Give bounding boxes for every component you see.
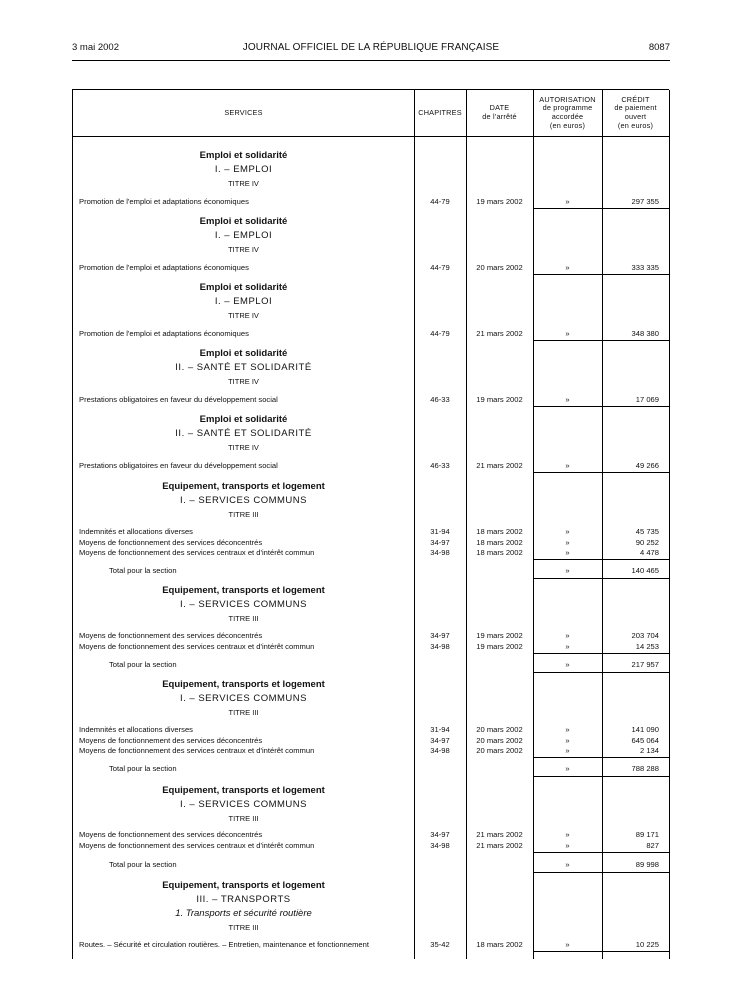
- row-autorisation: »: [565, 548, 570, 557]
- row-chapitre: 34-98: [430, 548, 450, 557]
- column-divider: [414, 90, 415, 959]
- row-date: 19 mars 2002: [476, 631, 523, 640]
- ministry-heading: Emploi et solidarité: [199, 282, 288, 293]
- ministry-heading: Equipement, transports et logement: [162, 880, 325, 891]
- row-autorisation: »: [565, 830, 570, 839]
- row-credit: 645 064: [631, 736, 659, 745]
- titre-heading: TITRE III: [228, 510, 259, 519]
- section-heading: I. – SERVICES COMMUNS: [180, 799, 307, 810]
- row-chapitre: 46-33: [430, 461, 450, 470]
- row-label-text: Prestations obligatoires en faveur du développement social: [79, 461, 278, 470]
- header-rule: [72, 60, 670, 61]
- row-label-text: Moyens de fonctionnement des services centraux et d'intérêt commun: [79, 642, 315, 651]
- row-label-text: Indemnités et allocations diverses: [79, 725, 193, 734]
- row-credit: 17 069: [635, 395, 659, 404]
- ministry-heading: Emploi et solidarité: [199, 348, 288, 359]
- row-autorisation: »: [565, 642, 570, 651]
- table-row: [73, 940, 669, 950]
- titre-heading: TITRE III: [228, 923, 259, 932]
- row-date: 19 mars 2002: [476, 395, 523, 404]
- total-underline: [533, 872, 669, 873]
- column-divider: [602, 90, 603, 959]
- row-autorisation: »: [565, 527, 570, 536]
- row-autorisation: »: [565, 395, 570, 404]
- row-label: [109, 860, 413, 870]
- row-label-text: Total pour la section: [109, 860, 177, 869]
- row-chapitre: 34-97: [430, 631, 450, 640]
- amount-underline: [533, 653, 669, 654]
- row-date: 20 mars 2002: [476, 725, 523, 734]
- row-label-text: Total pour la section: [109, 764, 177, 773]
- column-divider: [466, 90, 467, 959]
- row-autorisation: »: [565, 764, 570, 773]
- row-date: 19 mars 2002: [476, 642, 523, 651]
- ministry-heading: Equipement, transports et logement: [162, 679, 325, 690]
- row-autorisation: »: [565, 263, 570, 272]
- row-chapitre: 35-42: [430, 940, 450, 949]
- row-chapitre: 34-98: [430, 746, 450, 755]
- row-credit: 4 478: [639, 548, 659, 557]
- table-row: [73, 538, 669, 548]
- col-header-credit: CRÉDIT de paiement ouvert (en euros): [614, 94, 657, 130]
- col-header-services: SERVICES: [224, 107, 263, 117]
- row-credit: 141 090: [631, 725, 659, 734]
- total-underline: [533, 672, 669, 673]
- ministry-heading: Equipement, transports et logement: [162, 481, 325, 492]
- row-label: [79, 746, 413, 756]
- col-header-chapitres: CHAPITRES: [418, 107, 462, 117]
- row-chapitre: 31-94: [430, 527, 450, 536]
- row-label: [109, 660, 413, 670]
- row-autorisation: »: [565, 631, 570, 640]
- total-underline: [533, 578, 669, 579]
- total-row: [73, 660, 669, 670]
- row-credit: 217 957: [631, 660, 659, 669]
- row-label-text: Routes. – Sécurité et circulation routières. – Entretien, maintenance et fonctionnement: [79, 940, 369, 949]
- row-label-text: Moyens de fonctionnement des services centraux et d'intérêt commun: [79, 746, 315, 755]
- row-autorisation: »: [565, 746, 570, 755]
- row-date: 20 mars 2002: [476, 746, 523, 755]
- row-credit: 203 704: [631, 631, 659, 640]
- row-autorisation: »: [565, 725, 570, 734]
- amount-underline: [533, 852, 669, 853]
- row-chapitre: 34-98: [430, 841, 450, 850]
- section-heading: I. – EMPLOI: [214, 296, 273, 307]
- amount-underline: [533, 559, 669, 560]
- table-row: [73, 841, 669, 851]
- row-chapitre: 34-98: [430, 642, 450, 651]
- row-label-text: Prestations obligatoires en faveur du développement social: [79, 395, 278, 404]
- row-chapitre: 34-97: [430, 538, 450, 547]
- table-row: [73, 548, 669, 558]
- row-label-text: Moyens de fonctionnement des services centraux et d'intérêt commun: [79, 548, 315, 557]
- table-row: [73, 642, 669, 652]
- row-date: 20 mars 2002: [476, 736, 523, 745]
- row-label: [79, 940, 413, 950]
- amount-underline: [533, 757, 669, 758]
- row-label-text: Moyens de fonctionnement des services déconcentrés: [79, 631, 263, 640]
- row-autorisation: »: [565, 841, 570, 850]
- titre-heading: TITRE IV: [228, 377, 259, 386]
- row-credit: 788 288: [631, 764, 659, 773]
- row-credit: 140 465: [631, 566, 659, 575]
- page-header: [72, 42, 670, 58]
- row-label: [79, 538, 413, 548]
- issue-date: 3 mai 2002: [72, 42, 120, 53]
- col-header-autorisation: AUTORISATION de programme accordée (en euros): [539, 94, 596, 130]
- row-label: [109, 566, 413, 576]
- titre-heading: TITRE III: [228, 614, 259, 623]
- row-label: [79, 841, 413, 851]
- row-credit: 10 225: [635, 940, 659, 949]
- row-label: [79, 830, 413, 840]
- column-divider: [533, 90, 534, 959]
- row-autorisation: »: [565, 660, 570, 669]
- table-row: [73, 736, 669, 746]
- table-row: [73, 631, 669, 641]
- table-row: [73, 197, 669, 207]
- row-label: [79, 263, 413, 273]
- row-date: 21 mars 2002: [476, 830, 523, 839]
- row-credit: 2 134: [639, 746, 659, 755]
- row-label-text: Promotion de l'emploi et adaptations économiques: [79, 329, 249, 338]
- ministry-heading: Equipement, transports et logement: [162, 585, 325, 596]
- row-date: 18 mars 2002: [476, 527, 523, 536]
- row-autorisation: »: [565, 940, 570, 949]
- titre-heading: TITRE III: [228, 814, 259, 823]
- row-autorisation: »: [565, 197, 570, 206]
- ministry-heading: Emploi et solidarité: [199, 216, 288, 227]
- row-label: [79, 395, 413, 405]
- titre-heading: TITRE IV: [228, 311, 259, 320]
- section-heading: I. – EMPLOI: [214, 164, 273, 175]
- row-autorisation: »: [565, 736, 570, 745]
- table-row: [73, 746, 669, 756]
- row-chapitre: 44-79: [430, 197, 450, 206]
- row-date: 18 mars 2002: [476, 538, 523, 547]
- row-autorisation: »: [565, 860, 570, 869]
- table-row: [73, 329, 669, 339]
- row-chapitre: 44-79: [430, 329, 450, 338]
- amount-underline: [533, 472, 669, 473]
- ministry-heading: Emploi et solidarité: [199, 150, 288, 161]
- amount-underline: [533, 274, 669, 275]
- credits-table: [72, 89, 669, 959]
- row-date: 18 mars 2002: [476, 940, 523, 949]
- row-date: 18 mars 2002: [476, 548, 523, 557]
- row-label-text: Total pour la section: [109, 566, 177, 575]
- section-heading: II. – SANTÉ ET SOLIDARITÉ: [175, 362, 312, 373]
- row-label-text: Moyens de fonctionnement des services déconcentrés: [79, 538, 263, 547]
- row-label-text: Total pour la section: [109, 660, 177, 669]
- row-chapitre: 34-97: [430, 830, 450, 839]
- row-label-text: Moyens de fonctionnement des services centraux et d'intérêt commun: [79, 841, 315, 850]
- row-label: [79, 642, 413, 652]
- row-label-text: Indemnités et allocations diverses: [79, 527, 193, 536]
- table-row: [73, 527, 669, 537]
- titre-heading: TITRE IV: [228, 179, 259, 188]
- row-credit: 89 998: [635, 860, 659, 869]
- row-label: [79, 527, 413, 537]
- page-number: 8087: [648, 42, 670, 53]
- section-heading: I. – SERVICES COMMUNS: [180, 599, 307, 610]
- row-label-text: Promotion de l'emploi et adaptations économiques: [79, 197, 249, 206]
- row-credit: 348 380: [631, 329, 659, 338]
- row-chapitre: 46-33: [430, 395, 450, 404]
- row-credit: 14 253: [635, 642, 659, 651]
- row-date: 21 mars 2002: [476, 329, 523, 338]
- titre-heading: TITRE IV: [228, 443, 259, 452]
- ministry-heading: Equipement, transports et logement: [162, 785, 325, 796]
- titre-heading: TITRE III: [228, 708, 259, 717]
- row-label-text: Promotion de l'emploi et adaptations économiques: [79, 263, 249, 272]
- row-label-text: Moyens de fonctionnement des services déconcentrés: [79, 736, 263, 745]
- row-label: [79, 461, 413, 471]
- row-date: 21 mars 2002: [476, 841, 523, 850]
- row-autorisation: »: [565, 566, 570, 575]
- row-autorisation: »: [565, 538, 570, 547]
- row-date: 21 mars 2002: [476, 461, 523, 470]
- section-heading: III. – TRANSPORTS: [196, 894, 291, 905]
- row-chapitre: 31-94: [430, 725, 450, 734]
- section-heading: I. – SERVICES COMMUNS: [180, 495, 307, 506]
- row-autorisation: »: [565, 329, 570, 338]
- amount-underline: [533, 340, 669, 341]
- amount-underline: [533, 406, 669, 407]
- row-label: [79, 197, 413, 207]
- row-credit: 45 735: [635, 527, 659, 536]
- table-row: [73, 725, 669, 735]
- section-heading: I. – SERVICES COMMUNS: [180, 693, 307, 704]
- amount-underline: [533, 951, 669, 952]
- total-underline: [533, 776, 669, 777]
- row-label: [79, 329, 413, 339]
- total-row: [73, 566, 669, 576]
- row-credit: 49 266: [635, 461, 659, 470]
- section-heading: II. – SANTÉ ET SOLIDARITÉ: [175, 428, 312, 439]
- row-label: [79, 736, 413, 746]
- table-row: [73, 395, 669, 405]
- row-label: [79, 631, 413, 641]
- row-credit: 89 171: [635, 830, 659, 839]
- row-autorisation: »: [565, 461, 570, 470]
- titre-heading: TITRE IV: [228, 245, 259, 254]
- col-header-date: DATE de l'arrêté: [482, 103, 517, 121]
- row-date: 20 mars 2002: [476, 263, 523, 272]
- row-credit: 827: [646, 841, 659, 850]
- table-row: [73, 830, 669, 840]
- amount-underline: [533, 208, 669, 209]
- section-heading: I. – EMPLOI: [214, 230, 273, 241]
- subsection-heading: 1. Transports et sécurité routière: [175, 908, 312, 919]
- table-row: [73, 263, 669, 273]
- row-label: [109, 764, 413, 774]
- total-row: [73, 860, 669, 870]
- row-label: [79, 548, 413, 558]
- ministry-heading: Emploi et solidarité: [199, 414, 288, 425]
- header-row-rule: [73, 136, 669, 137]
- table-row: [73, 461, 669, 471]
- column-divider: [669, 90, 670, 959]
- row-date: 19 mars 2002: [476, 197, 523, 206]
- row-label: [79, 725, 413, 735]
- row-credit: 333 335: [631, 263, 659, 272]
- row-chapitre: 34-97: [430, 736, 450, 745]
- row-credit: 297 355: [631, 197, 659, 206]
- journal-title: JOURNAL OFFICIEL DE LA RÉPUBLIQUE FRANÇAISE: [242, 42, 500, 53]
- row-label-text: Moyens de fonctionnement des services déconcentrés: [79, 830, 263, 839]
- row-credit: 90 252: [635, 538, 659, 547]
- total-row: [73, 764, 669, 774]
- row-chapitre: 44-79: [430, 263, 450, 272]
